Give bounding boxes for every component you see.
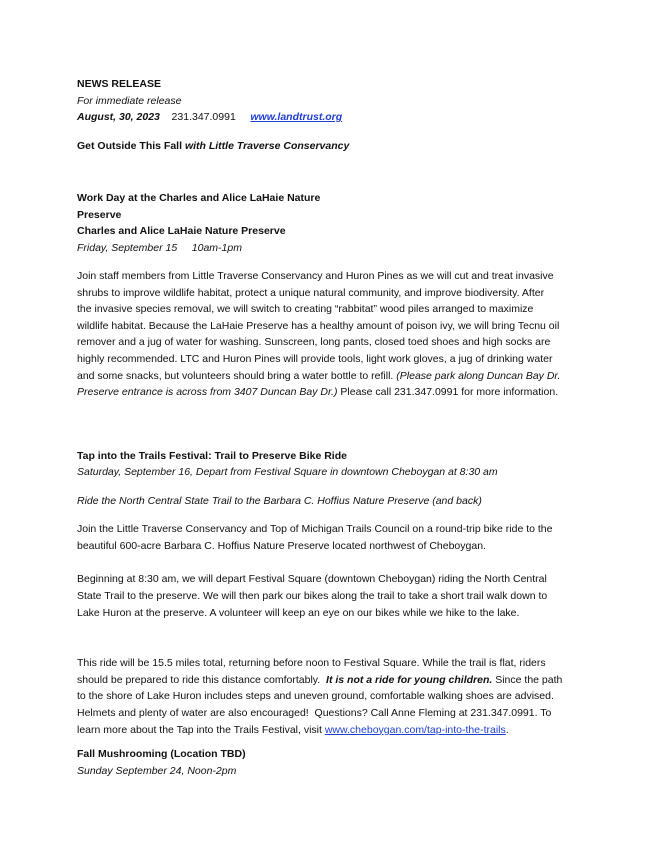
entrance-note: Preserve entrance is across from 3407 Duncan Bay Dr.) (77, 386, 338, 399)
event1-body-line: shrubs to improve wildlife habitat, protect a unique natural community, and improve biodiversity. After (77, 286, 545, 299)
event2-para3-line: to the shore of Lake Huron includes steps and uneven ground, comfortable walking shoes are advised. (77, 690, 554, 703)
event1-body-line: highly recommended. LTC and Huron Pines will provide tools, light work gloves, a jug of drinking water (77, 352, 553, 365)
event2-para2-line: Beginning at 8:30 am, we will depart Festival Square (downtown Cheboygan) riding the North Central (77, 573, 547, 586)
event2-para2-line: State Trail to the preserve. We will then park our bikes along the trail to take a short trail walk down to (77, 590, 548, 603)
event1-body-line (77, 384, 577, 401)
event2-para1-line: Join the Little Traverse Conservancy and Top of Michigan Trails Council on a round-trip bike ride to the (77, 523, 553, 536)
contact-phone: 231.347.0991 (171, 111, 236, 123)
event2-para2-line: Lake Huron at the preserve. A volunteer will keep an eye on our bikes while we hike to the lake. (77, 606, 520, 619)
event3-when: Sunday September 24, Noon-2pm (77, 764, 237, 777)
event2-para3-line: Helmets and plenty of water are also encouraged! Questions? Call Anne Fleming at 231.347.0991. To (77, 707, 552, 719)
immediate-release-label: For immediate release (77, 94, 182, 107)
event1-body-line: wildlife habitat. Because the LaHaie Preserve has a healthy amount of poison ivy, we will bring Tecnu oil (77, 319, 560, 332)
event1-body (77, 268, 577, 401)
event1-body-line: Join staff members from Little Traverse Conservancy and Huron Pines as we will cut and treat invasive (77, 270, 554, 282)
event2-para3-text: learn more about the Tap into the Trails Festival, visit (77, 723, 325, 736)
event1-title-line2: Preserve (77, 208, 122, 221)
website-link[interactable]: www.landtrust.org (250, 111, 343, 123)
news-release-label: NEWS RELEASE (77, 78, 162, 90)
cheboygan-trails-link[interactable]: www.cheboygan.com/tap-into-the-trails (324, 723, 506, 736)
event1-contact-text: Please call 231.347.0991 for more information. (337, 386, 559, 399)
event1-title-line1: Work Day at the Charles and Alice LaHaie Nature (77, 192, 321, 204)
event2-subtitle: Ride the North Central State Trail to the Barbara C. Hoffius Nature Preserve (and back) (77, 494, 482, 507)
event2-para3-line (77, 722, 577, 739)
event2-when: Saturday, September 16, Depart from Festival Square in downtown Cheboygan at 8:30 am (77, 466, 498, 479)
event1-body-line: remover and a jug of water for washing. Sunscreen, long pants, closed toed shoes and high socks are (77, 336, 551, 349)
event2-para2 (77, 571, 577, 621)
date-contact-line (77, 109, 577, 126)
event3-title: Fall Mushrooming (Location TBD) (77, 748, 246, 761)
event2-para3-line (77, 672, 577, 689)
press-release-page (77, 76, 577, 779)
release-date: August, 30, 2023 (77, 111, 160, 123)
event2-para3-text: should be prepared to ride this distance comfortably. (77, 673, 327, 686)
event2-para1-line: beautiful 600-acre Barbara C. Hoffius Nature Preserve located northwest of Cheboygan. (77, 539, 486, 552)
headline (77, 138, 577, 155)
event2-para3-line: This ride will be 15.5 miles total, returning before noon to Festival Square. While the trail is flat, riders (77, 657, 546, 670)
no-children-warning: It is not a ride for young children. (326, 673, 493, 686)
event1-body-text: and some snacks, but volunteers should bring a water bottle to refill. (77, 369, 397, 382)
period: . (505, 723, 509, 736)
event2-para1 (77, 521, 577, 554)
event1-location: Charles and Alice LaHaie Nature Preserve (77, 225, 286, 237)
parking-note: (Please park along Duncan Bay Dr. (396, 369, 561, 382)
headline-bold: Get Outside This Fall (77, 139, 185, 152)
event1-body-line (77, 368, 577, 385)
event2-para3-tail: Since the path (492, 673, 563, 686)
event1-body-line: the invasive species removal, we will switch to creating “rabbitat” wood piles arranged to maximize (77, 303, 534, 316)
event2-title: Tap into the Trails Festival: Trail to Preserve Bike Ride (77, 449, 347, 462)
event1-when: Friday, September 15 10am-1pm (77, 241, 242, 254)
event2-para3 (77, 655, 577, 738)
headline-italic: with Little Traverse Conservancy (184, 139, 350, 152)
